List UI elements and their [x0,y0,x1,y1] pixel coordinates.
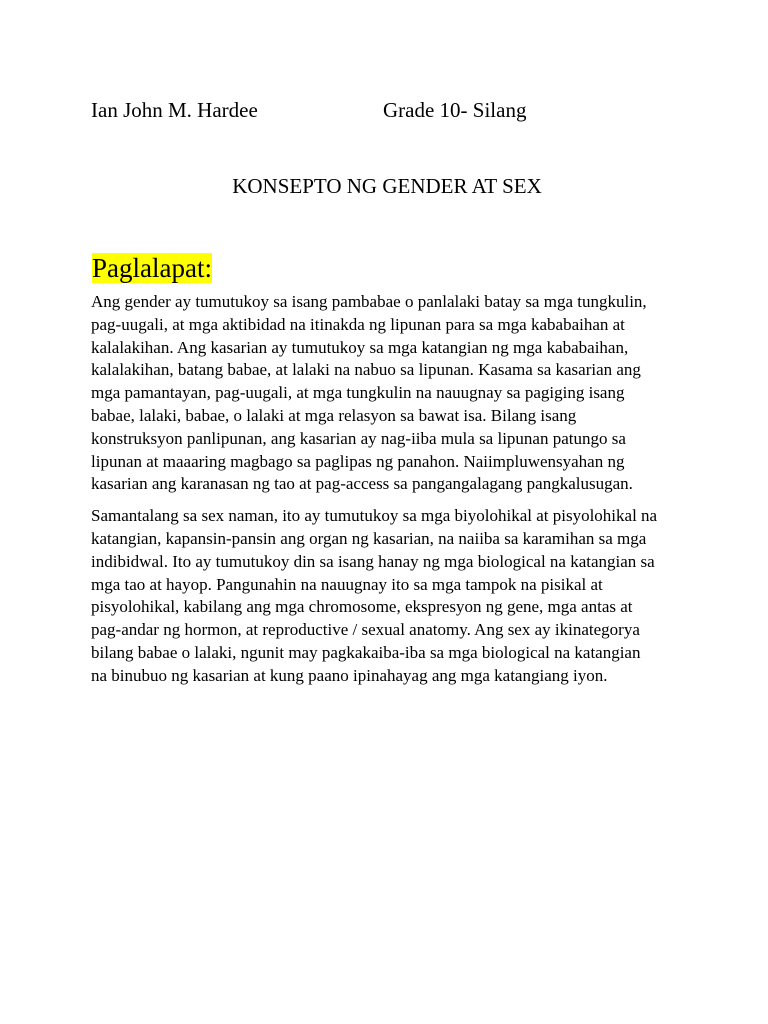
text-line: bilang babae o lalaki, ngunit may pagkakaiba-iba sa mga biological na katangian [91,642,641,662]
text-line: kalalakihan, batang babae, at lalaki na nabuo sa lipunan. Kasama sa kasarian ang [91,360,641,380]
text-line: babae, lalaki, babae, o lalaki at mga relasyon sa bawat isa. Bilang isang [91,405,577,425]
text-line: mga tao at hayop. Pangunahin na nauugnay ito sa mga tampok na pisikal at [91,574,603,594]
highlighted-heading-text: Paglalapat: [92,253,212,283]
text-line: mga pamantayan, pag-uugali, at mga tungkulin na nauugnay sa pagiging isang [91,383,625,403]
section-heading [91,251,213,285]
text-line: konstruksyon panlipunan, ang kasarian ay nag-iiba mula sa lipunan patungo sa [91,428,626,448]
text-line: kasarian ang karanasan ng tao at pag-access sa pangangalagang pangkalusugan. [91,474,633,494]
paragraph-gender [91,291,691,496]
text-line: pag-uugali, at mga aktibidad na itinakda ng lipunan para sa mga kababaihan at [91,314,625,334]
text-line: lipunan at maaaring magbago sa paglipas ng panahon. Naiimpluwensyahan ng [91,451,625,471]
student-name: Ian John M. Hardee [91,98,258,122]
document-header [91,96,691,124]
paragraph-sex [91,505,691,687]
text-line: indibidwal. Ito ay tumutukoy din sa isang hanay ng mga biological na katangian sa [91,551,655,571]
text-line: pag-andar ng hormon, at reproductive / sexual anatomy. Ang sex ay ikinategorya [91,620,640,640]
text-line: pisyolohikal, kabilang ang mga chromosome, ekspresyon ng gene, mga antas at [91,597,633,617]
text-line: Samantalang sa sex naman, ito ay tumutukoy sa mga biyolohikal at pisyolohikal na [91,506,658,526]
document-title: KONSEPTO NG GENDER AT SEX [232,174,542,198]
document-body [91,291,691,697]
text-line: kalalakihan. Ang kasarian ay tumutukoy sa mga katangian ng mga kababaihan, [91,337,629,357]
text-line: na binubuo ng kasarian at kung paano ipinahayag ang mga katangiang iyon. [91,665,608,685]
text-line: Ang gender ay tumutukoy sa isang pambabae o panlalaki batay sa mga tungkulin, [91,292,647,311]
text-line: katangian, kapansin-pansin ang organ ng kasarian, na naiiba sa karamihan sa mga [91,528,647,548]
grade-section: Grade 10- Silang [383,98,527,122]
